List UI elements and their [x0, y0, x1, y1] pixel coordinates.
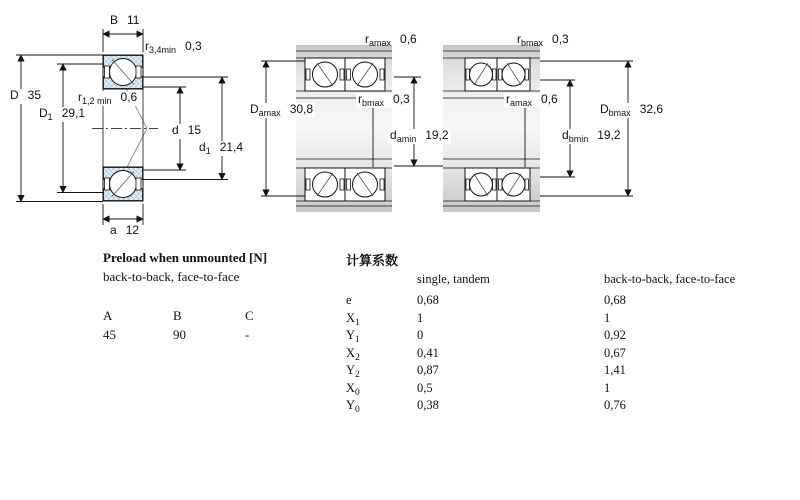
factor-value-single: 0,68: [417, 293, 439, 308]
factor-value-b2b: 1,41: [604, 363, 626, 378]
dim-label-d: d 15: [172, 123, 202, 137]
factor-value-single: 0,5: [417, 380, 433, 395]
factor-row-label: e: [346, 293, 352, 308]
factor-value-single: 0,38: [417, 398, 439, 413]
dim-label-Dbmax: $D_{bmax}$ 32,6: [600, 102, 664, 118]
bearing-pair-bottom: [465, 168, 530, 201]
bearing-section-top: [103, 55, 143, 89]
factor-value-b2b: 1: [604, 380, 611, 395]
dim-label-Damax: $D_{amax}$ 30,8: [250, 102, 314, 118]
factor-value-b2b: 1: [604, 310, 611, 325]
factor-value-single: 1: [417, 310, 424, 325]
dim-label-B: B 11: [110, 13, 140, 27]
dim-label-ramax-b: $r_{amax}$ 0,6: [506, 92, 558, 108]
preload-col-header: A: [103, 308, 113, 323]
factor-value-single: 0: [417, 328, 424, 343]
factor-row-label: $X_2$: [346, 345, 360, 363]
factor-value-b2b: 0,67: [604, 345, 626, 360]
dim-label-rbmax-b: $r_{bmax}$ 0,3: [517, 32, 569, 48]
calculation-factors-table: [346, 250, 764, 416]
preload-value: 45: [103, 327, 116, 342]
factor-value-b2b: 0,92: [604, 328, 626, 343]
dim-label-a: a 12: [110, 223, 140, 237]
dim-label-r12min: $r_{1,2 min}$ 0,6: [78, 90, 138, 106]
dim-B: [103, 29, 143, 52]
dim-label-damin: $d_{amin}$ 19,2: [390, 128, 449, 144]
bearing-section-bottom: [103, 167, 143, 201]
dim-label-D1: $D_1$ 29,1: [39, 106, 86, 122]
preload-table-title: Preload when unmounted [N]: [103, 250, 268, 265]
preload-value: 90: [173, 327, 186, 342]
factor-value-single: 0,41: [417, 345, 439, 360]
dim-D: [16, 55, 103, 202]
preload-col-header: C: [245, 308, 254, 323]
dim-a: [103, 204, 143, 225]
factor-value-single: 0,87: [417, 363, 439, 378]
bearing-pair-bottom: [305, 168, 385, 201]
preload-table: [103, 250, 305, 343]
factor-row-label: $Y_1$: [346, 328, 360, 346]
dim-damin: [394, 77, 446, 166]
preload-col-header: B: [173, 308, 182, 323]
factor-row-label: $Y_2$: [346, 363, 360, 381]
dim-label-rbmax-a: $r_{bmax}$ 0,3: [358, 92, 410, 108]
dim-label-d1: $d_1$ 21,4: [199, 140, 244, 156]
factor-row-label: $X_0$: [346, 380, 360, 398]
preload-table-subtitle: back-to-back, face-to-face: [103, 269, 240, 284]
dim-label-D: D 35: [10, 88, 42, 102]
factor-value-b2b: 0,68: [604, 293, 626, 308]
factors-col2-header: back-to-back, face-to-face: [604, 272, 736, 286]
factor-value-b2b: 0,76: [604, 398, 626, 413]
factors-col1-header: single, tandem: [417, 272, 490, 286]
bearing-pair-top: [305, 58, 385, 91]
bearing-pair-top: [465, 58, 530, 91]
preload-value: -: [245, 327, 250, 342]
factor-row-label: $Y_0$: [346, 398, 360, 416]
factors-table-title: 计算系数: [346, 253, 399, 268]
dim-label-dbmin: $d_{bmin}$ 19,2: [562, 128, 621, 144]
dim-label-r34min: $r_{3,4min}$ 0,3: [145, 39, 202, 55]
dim-label-ramax-a: $r_{amax}$ 0,6: [365, 32, 417, 48]
factor-row-label: $X_1$: [346, 310, 360, 328]
